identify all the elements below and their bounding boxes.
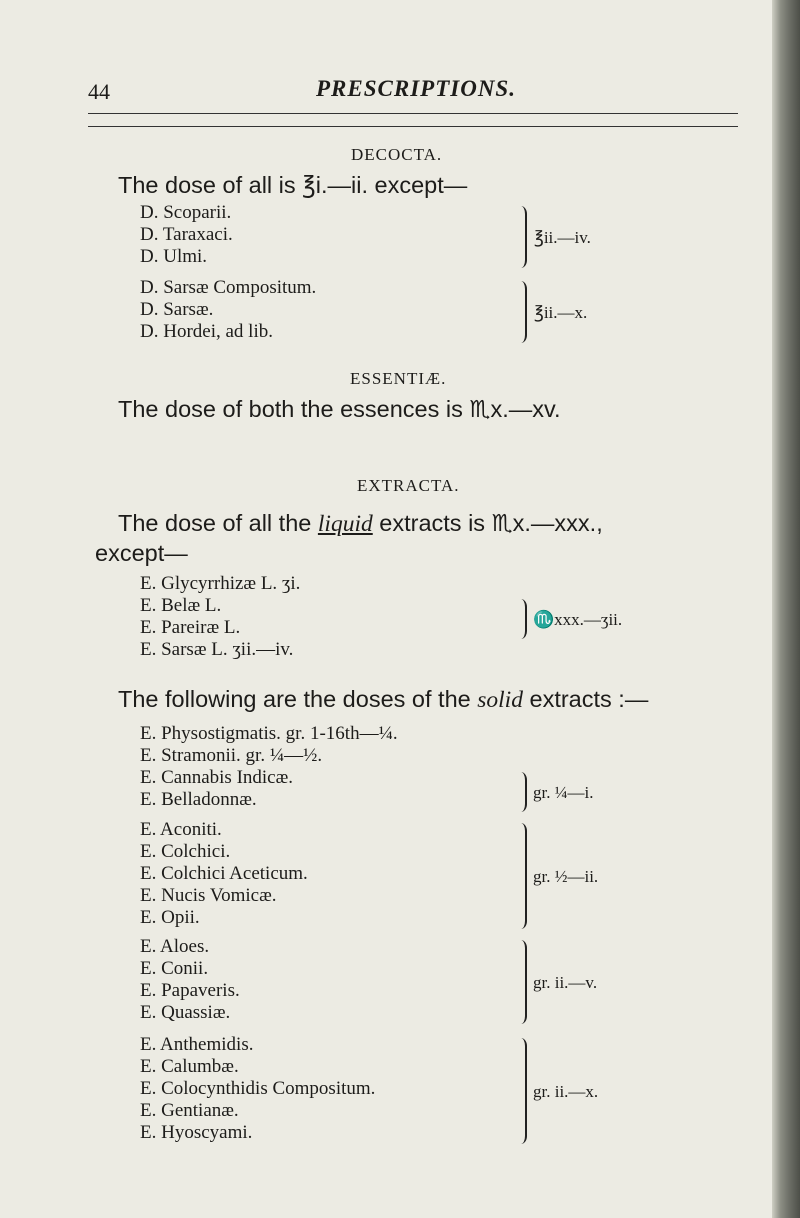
decocta-item: D. Hordei, ad lib. [140,321,273,342]
decocta-item: D. Taraxaci. [140,224,233,245]
solid-extract-item: E. Colchici Aceticum. [140,863,308,884]
decocta-item: D. Sarsæ. [140,299,214,320]
extract-item: E. Pareiræ L. [140,617,241,638]
solid-extract-item: E. Aconiti. [140,819,222,840]
solid-extract-item: E. Anthemidis. [140,1034,254,1055]
statement-text: The following are the doses of the [118,686,471,712]
extract-item: E. Glycyrrhizæ L. ʒi. [140,573,301,594]
statement-text: extracts :— [529,686,649,712]
group-brace [519,599,527,639]
extracta-statement-continued: except— [95,540,188,566]
group-brace [519,772,527,812]
group-brace [519,823,527,929]
page-edge-shadow [772,0,800,1218]
solid-extract-item: E. Cannabis Indicæ. [140,767,294,788]
solid-extract-item: E. Gentianæ. [140,1100,239,1121]
solid-extract-item: E. Hyoscyami. [140,1122,253,1143]
solid-extract-item: E. Belladonnæ. [140,789,257,810]
statement-emphasis: liquid [317,511,373,537]
extracta-statement [118,509,603,538]
group-dose: gr. ½—ii. [533,867,599,886]
group-brace [519,206,527,268]
group-dose: ℥ii.—x. [534,303,588,322]
group-brace [519,940,527,1024]
section-heading-extracta: EXTRACTA. [357,476,460,495]
solid-extract-item: E. Stramonii. gr. ¼—½. [140,745,323,766]
solid-extract-item: E. Calumbæ. [140,1056,239,1077]
solid-extract-item: E. Physostigmatis. gr. 1-16th—¼. [140,723,398,744]
solid-extract-item: E. Nucis Vomicæ. [140,885,277,906]
section-heading-decocta: DECOCTA. [351,145,443,164]
extract-item: E. Sarsæ L. ʒii.—iv. [140,639,294,660]
decocta-statement: The dose of all is ℥i.—ii. except— [118,172,468,198]
decocta-item: D. Scoparii. [140,202,232,223]
solid-extract-item: E. Conii. [140,958,209,979]
solid-extract-item: E. Aloes. [140,936,210,957]
group-dose: gr. ¼—i. [533,783,594,802]
group-brace [519,1038,527,1144]
statement-text: The dose of all the [118,510,312,536]
extract-item: E. Belæ L. [140,595,222,616]
header-rule [88,113,738,114]
header-rule-lower [88,126,738,127]
solid-extract-item: E. Colchici. [140,841,231,862]
solid-extract-item: E. Papaveris. [140,980,240,1001]
essentiae-statement: The dose of both the essences is ♏x.—xv. [118,396,561,422]
statement-emphasis: solid [477,687,523,713]
page-number: 44 [88,79,110,104]
section-heading-essentiae: ESSENTIÆ. [350,369,447,388]
group-dose: ♏xxx.—ʒii. [533,610,623,629]
group-dose: ℥ii.—iv. [534,228,591,247]
group-brace [519,281,527,343]
solid-extract-item: E. Opii. [140,907,200,928]
decocta-item: D. Ulmi. [140,246,208,267]
decocta-item: D. Sarsæ Compositum. [140,277,317,298]
solid-extracts-statement [118,686,648,714]
group-dose: gr. ii.—x. [533,1082,599,1101]
statement-text: extracts is ♏x.—xxx., [379,510,603,536]
solid-extract-item: E. Colocynthidis Compositum. [140,1078,376,1099]
solid-extract-item: E. Quassiæ. [140,1002,231,1023]
group-dose: gr. ii.—v. [533,973,598,992]
running-title: PRESCRIPTIONS. [316,76,516,101]
